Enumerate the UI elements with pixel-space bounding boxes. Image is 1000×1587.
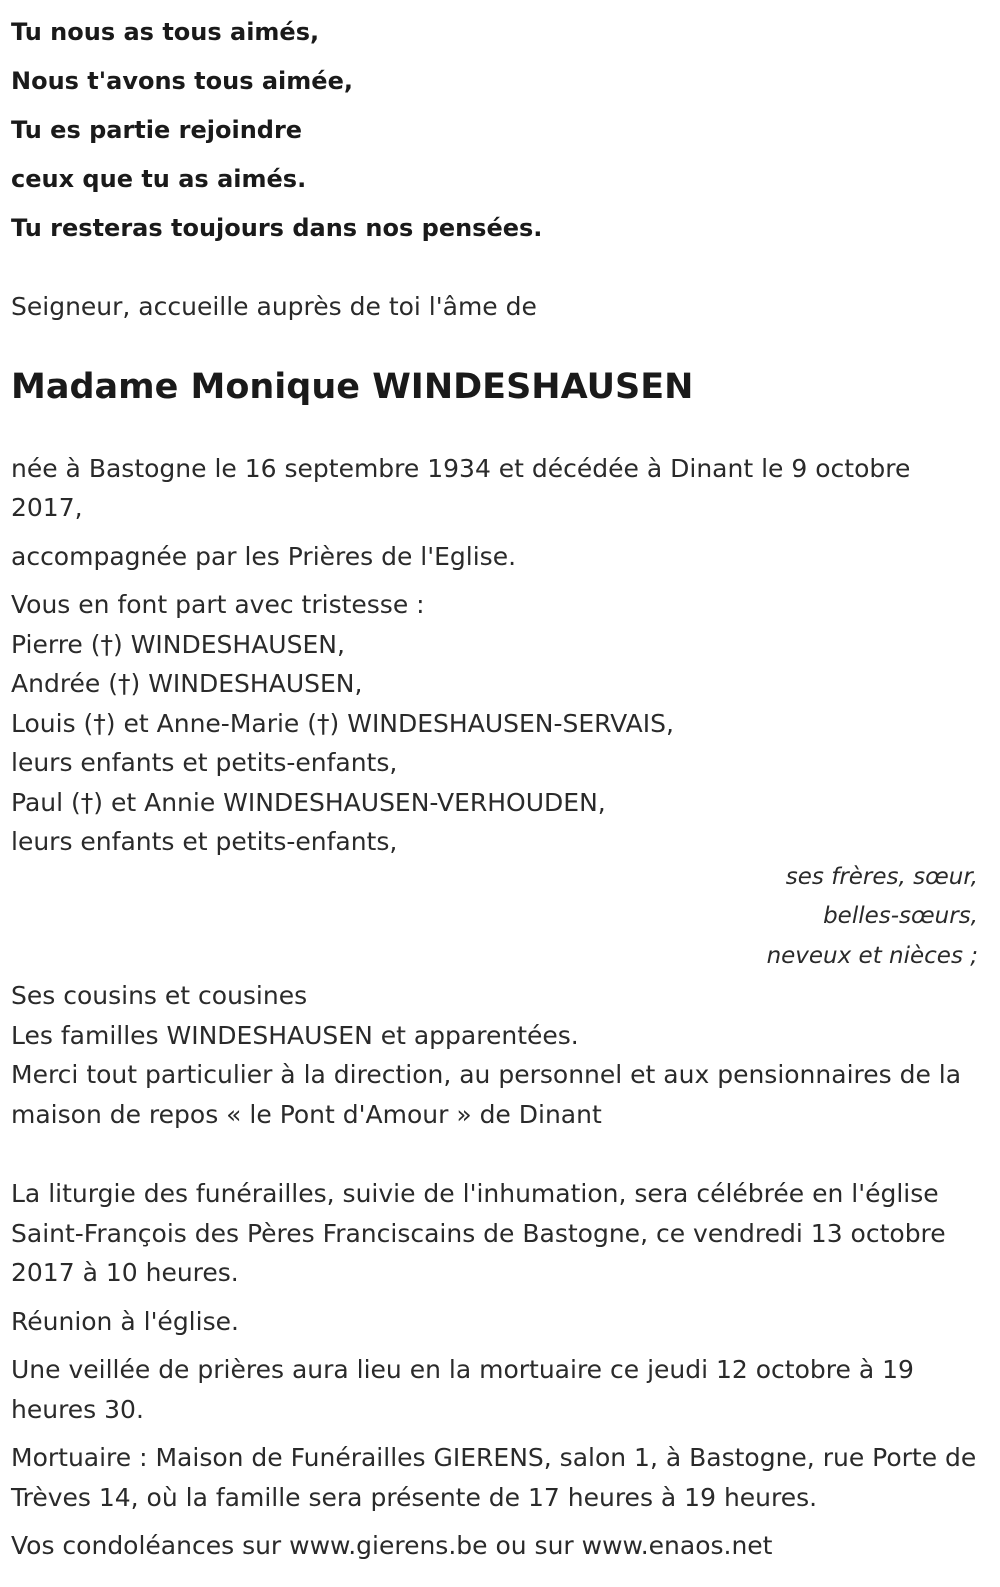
others-list (11, 976, 978, 1134)
family-line: Andrée (†) WINDESHAUSEN, (11, 669, 363, 698)
liturgy-text: La liturgie des funérailles, suivie de l'inhumation, sera célébrée en l'église Saint-François des Pères Franciscains de Bastogne, ce vendredi 13 octobre 2017 à 10 heures. (11, 1179, 946, 1287)
relations-line: ses frères, sœur, (785, 863, 978, 890)
poem-line: Tu es partie rejoindre (11, 116, 303, 144)
meeting-text: Réunion à l'église. (11, 1306, 239, 1336)
vigil-text: Une veillée de prières aura lieu en la mortuaire ce jeudi 12 octobre à 19 heures 30. (11, 1355, 914, 1424)
condolences-text: Vos condoléances sur www.gierens.be ou sur www.enaos.net (11, 1531, 773, 1560)
family-line: Pierre (†) WINDESHAUSEN, (11, 629, 345, 659)
family-line: leurs enfants et petits-enfants, (11, 827, 398, 856)
birth-death-text: née à Bastogne le 16 septembre 1934 et décédée à Dinant le 9 octobre 2017, (11, 453, 911, 522)
poem-line: Tu nous as tous aimés, (11, 18, 320, 46)
poem-line: Tu resteras toujours dans nos pensées. (11, 214, 543, 242)
family-line: Louis (†) et Anne-Marie (†) WINDESHAUSEN-SERVAIS, (11, 708, 674, 738)
others-line: Ses cousins et cousines (11, 981, 308, 1010)
accompanied-text: accompagnée par les Prières de l'Eglise. (11, 541, 517, 571)
relations-block (11, 858, 978, 977)
family-line: Vous en font part avec tristesse : (11, 590, 425, 619)
family-list (11, 585, 978, 862)
family-line: Paul (†) et Annie WINDESHAUSEN-VERHOUDEN, (11, 787, 606, 817)
intro-text: Seigneur, accueille auprès de toi l'âme de (11, 292, 537, 321)
poem (11, 0, 978, 253)
poem-line: ceux que tu as aimés. (11, 165, 307, 193)
others-line: Les familles WINDESHAUSEN et apparentées. (11, 1020, 579, 1050)
mortuary-text: Mortuaire : Maison de Funérailles GIERENS, salon 1, à Bastogne, rue Porte de Trèves 14, où la famille sera présente de 17 heures à 19 heures. (11, 1443, 977, 1512)
poem-line: Nous t'avons tous aimée, (11, 67, 353, 95)
family-line: leurs enfants et petits-enfants, (11, 748, 398, 777)
relations-line: belles-sœurs, (823, 903, 978, 929)
relations-line: neveux et nièces ; (766, 942, 978, 969)
others-line: Merci tout particulier à la direction, au personnel et aux pensionnaires de la maison de repos « le Pont d'Amour » de Dinant (11, 1060, 962, 1129)
deceased-name: Madame Monique WINDESHAUSEN (11, 366, 694, 407)
